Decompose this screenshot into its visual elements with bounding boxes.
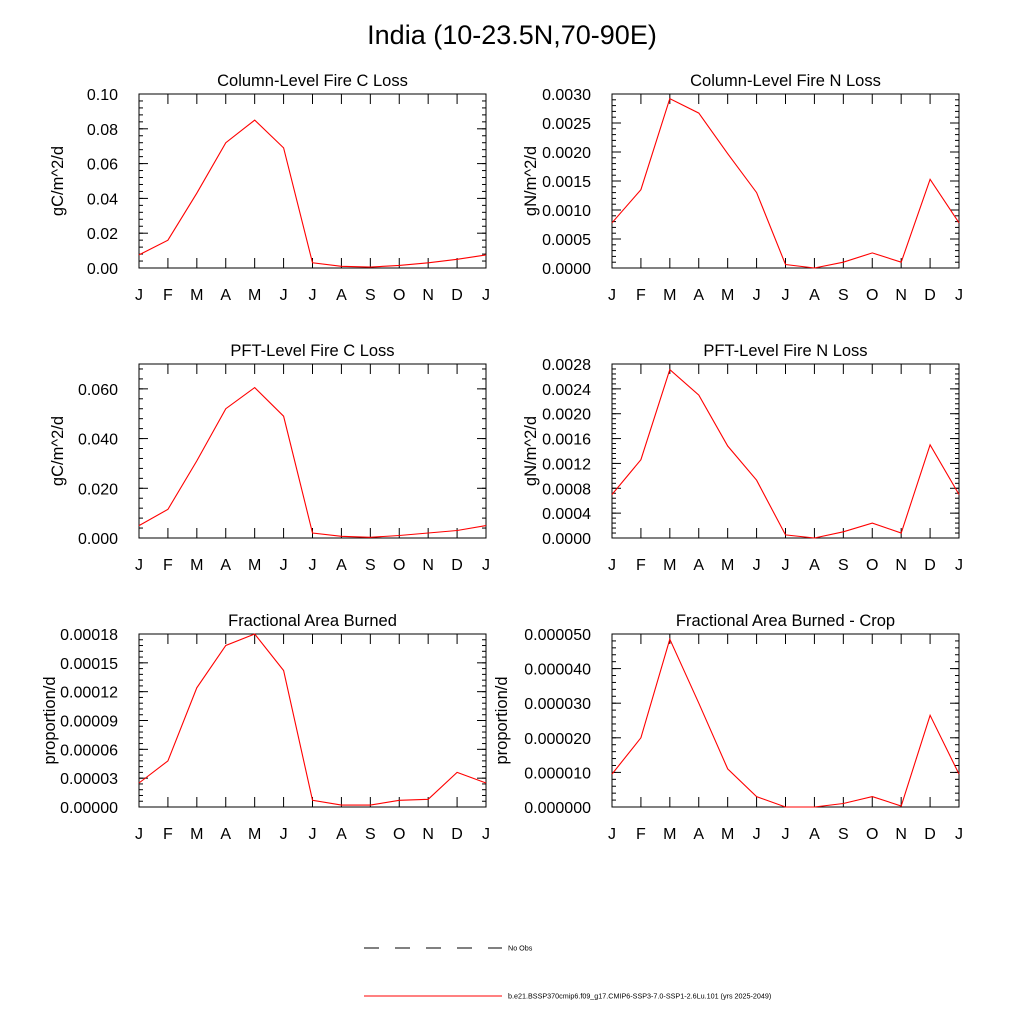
panel-5-x-tick-label: J — [482, 826, 490, 843]
panel-4-y-tick-label: 0.0028 — [542, 357, 591, 374]
panel-4-x-tick-label: O — [866, 557, 879, 574]
panel-2-series-line — [612, 99, 959, 268]
panel-5-y-tick-label: 0.00012 — [60, 684, 118, 702]
panel-2-y-tick-label: 0.0020 — [542, 145, 591, 162]
panel-2-x-tick-label: O — [866, 287, 879, 304]
panel-3-x-tick-label: F — [163, 557, 173, 574]
panel-1-x-tick-label: M — [248, 287, 262, 304]
panel-1-y-tick-label: 0.10 — [86, 87, 118, 104]
panel-3-x-tick-label: N — [422, 557, 434, 574]
panel-5-x-tick-label: S — [364, 826, 376, 843]
panel-4-plot-frame — [612, 364, 959, 538]
page-title: India (10-23.5N,70-90E) — [367, 20, 657, 50]
panel-2-y-tick-label: 0.0000 — [542, 261, 591, 278]
panel-5-series-line — [139, 634, 486, 805]
panel-5-y-tick-label: 0.00015 — [60, 655, 118, 673]
panel-3-title: PFT-Level Fire C Loss — [230, 342, 395, 360]
panel-2-y-tick-label: 0.0010 — [542, 203, 591, 220]
panel-4-x-tick-label: M — [721, 557, 735, 574]
panel-2-x-tick-label: M — [663, 287, 677, 304]
panel-2-y-tick-label: 0.0005 — [542, 232, 591, 249]
panel-5-y-axis-label: proportion/d — [41, 676, 59, 765]
panel-5-x-tick-label: J — [279, 826, 288, 843]
panel-1-x-tick-label: O — [393, 287, 406, 304]
panel-6-x-tick-label: N — [895, 826, 907, 843]
panel-1-x-tick-label: J — [279, 287, 288, 304]
panel-6-x-tick-label: D — [924, 826, 936, 843]
panel-4-x-tick-label: J — [752, 557, 761, 574]
panel-6-x-tick-label: A — [809, 826, 820, 843]
panel-5-y-tick-label: 0.00000 — [60, 800, 118, 817]
panel-3-x-tick-label: J — [279, 557, 288, 574]
panel-3-x-tick-label: M — [248, 557, 262, 574]
panel-1-y-axis-label: gC/m^2/d — [49, 145, 67, 217]
panel-1-x-tick-label: M — [190, 287, 204, 304]
panel-4-y-tick-label: 0.0004 — [542, 506, 591, 524]
panel-2-x-tick-label: J — [781, 287, 790, 304]
panel-2-x-tick-label: M — [721, 287, 735, 304]
panel-3-x-tick-label: O — [393, 557, 406, 574]
panel-1-x-tick-label: D — [451, 287, 463, 304]
panel-1-x-tick-label: N — [422, 287, 434, 304]
panel-2-y-axis-label: gN/m^2/d — [522, 145, 540, 217]
panel-3-x-tick-label: M — [190, 557, 204, 574]
legend-label-2: b.e21.BSSP370cmip6.f09_g17.CMIP6-SSP3-7.0-SSP1-2.6Lu.101 (yrs 2025-2049) — [508, 991, 772, 1001]
panel-4-x-tick-label: D — [924, 557, 936, 574]
panel-5-plot-frame — [139, 634, 486, 807]
panel-1-y-tick-label: 0.04 — [86, 191, 118, 209]
panel-3-x-tick-label: S — [364, 557, 376, 574]
panel-1-x-tick-label: J — [482, 287, 490, 304]
panel-5-y-tick-label: 0.00003 — [60, 771, 118, 789]
panel-1-x-tick-label: J — [308, 287, 317, 304]
panel-4-x-tick-label: A — [809, 557, 820, 574]
panel-6-x-tick-label: M — [663, 826, 677, 843]
panel-3-x-tick-label: A — [220, 557, 232, 574]
panel-6-x-tick-label: F — [636, 826, 646, 843]
panel-1-y-tick-label: 0.00 — [86, 261, 118, 278]
panel-5-x-tick-label: J — [135, 826, 143, 843]
panel-4-x-tick-label: J — [955, 557, 963, 574]
panel-4-y-tick-label: 0.0008 — [542, 481, 591, 499]
panel-5-x-tick-label: N — [422, 826, 434, 843]
panel-3-x-tick-label: A — [336, 557, 347, 574]
panel-6-x-tick-label: J — [955, 826, 963, 843]
panel-2-x-tick-label: F — [636, 287, 646, 304]
panel-6-series-line — [612, 639, 959, 807]
panel-5-x-tick-label: A — [336, 826, 347, 843]
panel-5-x-tick-label: D — [451, 826, 463, 843]
panel-6-y-tick-label: 0.000050 — [524, 627, 591, 644]
panel-4-x-tick-label: N — [895, 557, 907, 574]
panel-6-x-tick-label: J — [752, 826, 761, 843]
panel-2-plot-frame — [612, 94, 959, 268]
panel-1-y-tick-label: 0.02 — [86, 226, 118, 244]
panel-6-x-tick-label: S — [837, 826, 849, 843]
panel-1-y-tick-label: 0.06 — [86, 156, 118, 174]
panel-4-series-line — [612, 370, 959, 538]
panel-6-y-tick-label: 0.000030 — [524, 696, 591, 714]
panel-4-y-tick-label: 0.0020 — [542, 406, 591, 424]
panel-4-x-tick-label: A — [693, 557, 705, 574]
panel-4-y-tick-label: 0.0000 — [542, 531, 591, 548]
panel-1-x-tick-label: J — [135, 287, 143, 304]
panel-1-plot-frame — [139, 94, 486, 268]
panel-1-series-line — [139, 120, 486, 267]
panel-2-y-tick-label: 0.0025 — [542, 116, 591, 133]
panel-1-x-tick-label: A — [220, 287, 232, 304]
panel-6-y-tick-label: 0.000040 — [524, 661, 591, 679]
panel-5-x-tick-label: M — [190, 826, 204, 843]
panel-3-y-tick-label: 0.060 — [77, 381, 118, 399]
panel-1-y-tick-label: 0.08 — [86, 121, 118, 139]
panel-6-y-axis-label: proportion/d — [493, 676, 511, 765]
panel-3-x-tick-label: J — [482, 557, 490, 574]
panel-1-x-tick-label: F — [163, 287, 173, 304]
panel-3-x-tick-label: J — [308, 557, 317, 574]
panel-2-x-tick-label: D — [924, 287, 936, 304]
panel-5-x-tick-label: O — [393, 826, 406, 843]
panel-4-y-tick-label: 0.0016 — [542, 431, 591, 449]
panel-6-x-tick-label: A — [693, 826, 705, 843]
panel-3-plot-frame — [139, 364, 486, 538]
panel-5-x-tick-label: F — [163, 826, 173, 843]
panel-3-series-line — [139, 388, 486, 538]
panel-6-x-tick-label: M — [721, 826, 735, 843]
panel-2-x-tick-label: N — [895, 287, 907, 304]
panel-1-x-tick-label: S — [364, 287, 376, 304]
panel-4-x-tick-label: J — [608, 557, 616, 574]
panel-2-y-tick-label: 0.0030 — [542, 87, 591, 104]
panel-5-title: Fractional Area Burned — [228, 612, 397, 630]
panel-2-x-tick-label: J — [608, 287, 616, 304]
panel-5-x-tick-label: J — [308, 826, 317, 843]
panel-2-x-tick-label: A — [809, 287, 820, 304]
panel-1-x-tick-label: A — [336, 287, 347, 304]
panel-2-x-tick-label: A — [693, 287, 705, 304]
panel-4-x-tick-label: S — [837, 557, 849, 574]
panel-6-y-tick-label: 0.000010 — [524, 765, 591, 783]
panel-3-y-tick-label: 0.000 — [77, 531, 118, 548]
legend-label-1: No Obs — [508, 943, 533, 953]
panel-4-x-tick-label: F — [636, 557, 646, 574]
panel-2-title: Column-Level Fire N Loss — [690, 72, 881, 90]
panel-5-y-tick-label: 0.00018 — [60, 627, 118, 644]
panel-3-y-axis-label: gC/m^2/d — [49, 415, 67, 487]
panel-5-x-tick-label: A — [220, 826, 232, 843]
panel-4-y-tick-label: 0.0012 — [542, 456, 591, 474]
panel-4-y-axis-label: gN/m^2/d — [522, 415, 540, 487]
panel-2-x-tick-label: J — [752, 287, 761, 304]
panel-4-y-tick-label: 0.0024 — [542, 381, 591, 399]
panel-6-x-tick-label: O — [866, 826, 879, 843]
panel-3-y-tick-label: 0.020 — [77, 481, 118, 499]
panel-2-x-tick-label: J — [955, 287, 963, 304]
panel-2-x-tick-label: S — [837, 287, 849, 304]
panel-6-x-tick-label: J — [781, 826, 790, 843]
panel-5-y-tick-label: 0.00006 — [60, 742, 118, 760]
panel-4-x-tick-label: J — [781, 557, 790, 574]
panel-4-x-tick-label: M — [663, 557, 677, 574]
panel-4-title: PFT-Level Fire N Loss — [703, 342, 868, 360]
panel-5-y-tick-label: 0.00009 — [60, 713, 118, 731]
panel-6-x-tick-label: J — [608, 826, 616, 843]
panel-3-x-tick-label: J — [135, 557, 143, 574]
panel-6-y-tick-label: 0.000000 — [524, 800, 591, 817]
panel-3-x-tick-label: D — [451, 557, 463, 574]
panel-2-y-tick-label: 0.0015 — [542, 174, 591, 191]
panel-6-y-tick-label: 0.000020 — [524, 730, 591, 748]
panel-1-title: Column-Level Fire C Loss — [217, 72, 408, 90]
panel-3-y-tick-label: 0.040 — [77, 431, 118, 449]
panel-6-title: Fractional Area Burned - Crop — [675, 612, 896, 630]
panel-5-x-tick-label: M — [248, 826, 262, 843]
